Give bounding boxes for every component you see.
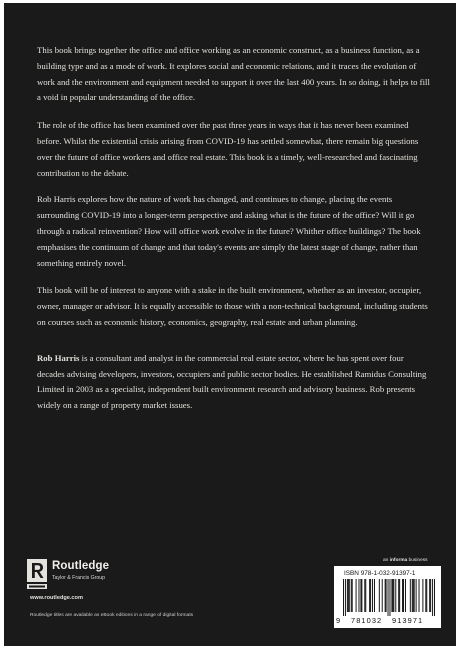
barcode-bar <box>365 579 366 612</box>
barcode-bar <box>345 579 346 616</box>
barcode-bar <box>372 579 373 612</box>
barcode-bar <box>395 579 396 612</box>
barcode-bar <box>425 579 426 612</box>
barcode-bar <box>370 579 371 612</box>
informa-brand: informa <box>389 558 408 563</box>
barcode-bar <box>410 579 411 612</box>
author-bio-text: is a consultant and analyst in the commercial real estate sector, where he has spent over four decades advising developers, investors, occupiers and public sector bodies. He established Ramidus Consulting Limited in 2003 as a specialist, independent built environment research and advisory business. Rob presents widely on a range of property market issues. <box>37 352 427 411</box>
blurb-paragraph: This book brings together the office and office working as an economic construct, as a business function, as a building type and as a mode of work. It explores social and economic relations, and it traces the evolution of work and the environment and equipment needed to support it over the last 400 years. In so doing, it helps to fill a void in popular understanding of the office. <box>37 45 430 103</box>
barcode-label <box>334 566 441 628</box>
barcode-bar <box>369 579 370 612</box>
barcode-bar <box>422 579 423 612</box>
barcode-bar <box>426 579 427 612</box>
barcode-bar <box>392 579 393 612</box>
barcode-bar <box>430 579 431 612</box>
barcode-bar <box>343 579 344 616</box>
barcode-bar <box>414 579 415 612</box>
barcode-bar <box>405 579 406 612</box>
barcode-bar <box>432 579 433 616</box>
barcode-icon <box>343 579 435 616</box>
publisher-url: www.routledge.com <box>30 595 83 601</box>
ean-right-digits: 913971 <box>392 616 424 625</box>
publisher-group: Taylor & Francis Group <box>52 575 106 581</box>
back-cover <box>4 3 456 646</box>
barcode-bar <box>391 579 392 612</box>
barcode-bar <box>352 579 353 612</box>
barcode-bar <box>356 579 357 612</box>
barcode-bar <box>413 579 414 612</box>
barcode-bar <box>412 579 413 612</box>
ean-first-digit: 9 <box>336 616 341 625</box>
barcode-bar <box>398 579 399 612</box>
barcode-bar <box>386 579 387 612</box>
barcode-bar <box>351 579 352 612</box>
publisher-block <box>27 559 217 601</box>
barcode-bar <box>348 579 349 612</box>
informa-prefix: an <box>383 558 390 563</box>
blurb-paragraph: Rob Harris explores how the nature of work has changed, and continues to change, placing the events surrounding COVID-19 into a longer-term perspective and asking what is the future of the office? Will it go through a radical reinvention? How will office work evolve in the future? Whither office buildings? The book emphasises the continuum of change and that today's events are simply the latest stage of change, rather than something entirely novel. <box>37 194 421 268</box>
barcode-bar <box>349 579 350 612</box>
barcode-bar <box>419 579 420 612</box>
informa-suffix: business <box>407 558 428 563</box>
blurb-paragraph: This book will be of interest to anyone with a stake in the built environment, whether as an investor, occupier, owner, manager or advisor. It is equally accessible to those with a non-technical background, including students on courses such as economic history, economics, geography, real estate and urban planning. <box>37 285 428 327</box>
ebook-note: Routledge titles are available as eBook editions in a range of digital formats <box>30 613 194 618</box>
informa-business-tag <box>383 558 428 563</box>
routledge-r-logo-icon <box>27 559 47 589</box>
barcode-bar <box>416 579 417 612</box>
barcode-bar <box>360 579 361 612</box>
barcode-bar <box>393 579 394 612</box>
publisher-name: Routledge <box>52 560 110 572</box>
barcode-bar <box>402 579 403 612</box>
barcode-bar <box>347 579 348 612</box>
barcode-bar <box>434 579 435 616</box>
barcode-bar <box>403 579 404 612</box>
barcode-bar <box>382 579 383 612</box>
ean-left-digits: 781032 <box>351 616 383 625</box>
barcode-bar <box>374 579 375 612</box>
barcode-bar <box>361 579 362 612</box>
blurb-paragraph: The role of the office has been examined over the past three years in ways that it has never been examined before. Whilst the existential crisis arising from COVID-19 has settled somewhat, there remain big questions over the future of office workers and office real estate. This book is a timely, well-researched and fascinating contribution to the debate. <box>37 120 419 178</box>
barcode-bar <box>379 579 380 612</box>
blurb-text <box>37 43 433 425</box>
author-bio <box>37 351 433 414</box>
barcode-bar <box>399 579 400 612</box>
barcode-bar <box>385 579 386 612</box>
barcode-bar <box>389 579 390 616</box>
barcode-bar <box>388 579 389 616</box>
barcode-bar <box>364 579 365 612</box>
barcode-bar <box>358 579 359 612</box>
isbn-text: ISBN 978-1-032-91397-1 <box>344 570 416 577</box>
barcode-bar <box>429 579 430 612</box>
author-name: Rob Harris <box>37 352 80 363</box>
